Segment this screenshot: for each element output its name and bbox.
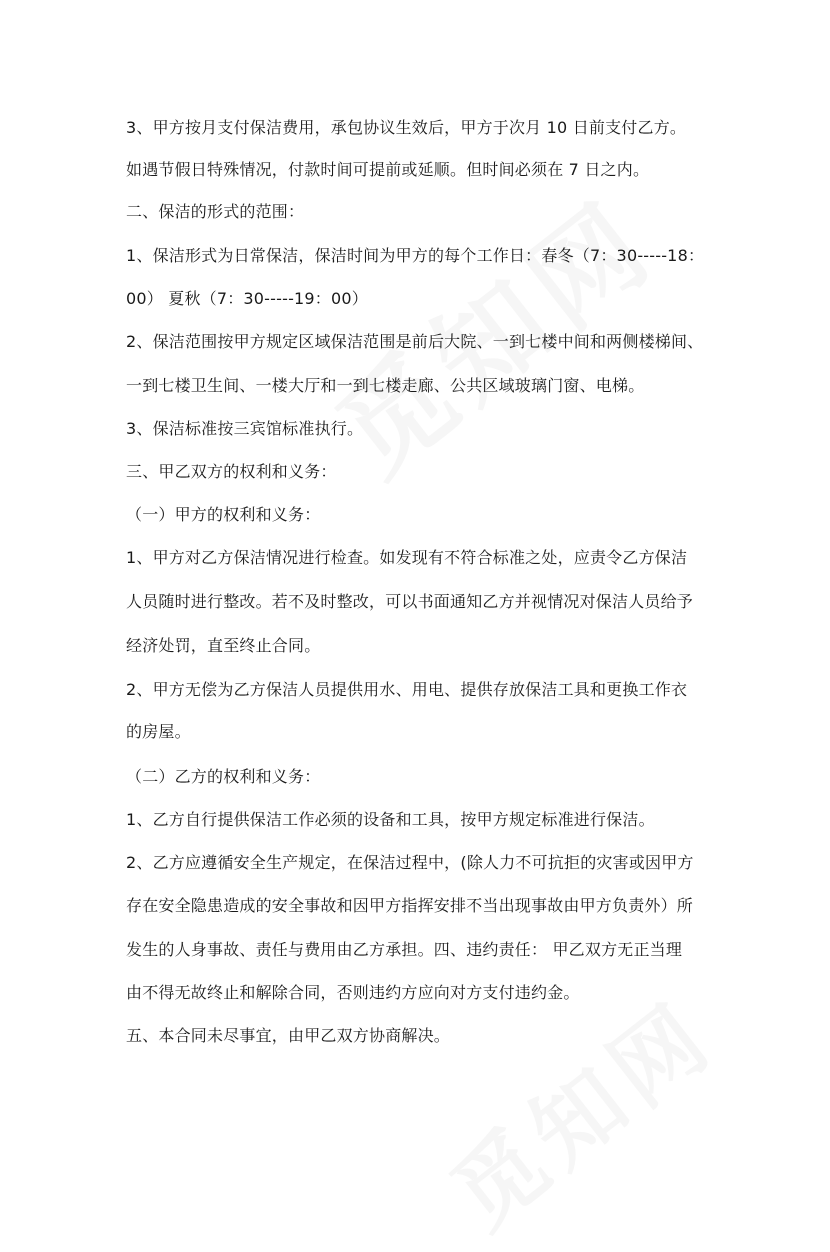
paragraph-line: 的房屋。: [126, 722, 191, 741]
paragraph-line: 1、甲方对乙方保洁情况进行检查。如发现有不符合标准之处，应责令乙方保洁: [126, 548, 688, 567]
paragraph-line: 2、保洁范围按甲方规定区域保洁范围是前后大院、一到七楼中间和两侧楼梯间、: [126, 332, 704, 351]
paragraph-line: 人员随时进行整改。若不及时整改，可以书面通知乙方并视情况对保洁人员给予: [126, 592, 694, 611]
paragraph-line: 由不得无故终止和解除合同，否则违约方应向对方支付违约金。: [126, 983, 580, 1002]
watermark-bottom: [420, 965, 736, 1252]
paragraph-line: 3、保洁标准按三宾馆标准执行。: [126, 419, 364, 438]
paragraph-line: 1、保洁形式为日常保洁，保洁时间为甲方的每个工作日：春冬（7：30-----18：: [126, 246, 705, 265]
subsection-heading: （二）乙方的权利和义务：: [126, 767, 321, 786]
paragraph-line: 00） 夏秋（7：30-----19：00）: [126, 289, 368, 308]
section-heading: 三、甲乙双方的权利和义务：: [126, 462, 337, 481]
paragraph-line: 如遇节假日特殊情况，付款时间可提前或延顺。但时间必须在 7 日之内。: [126, 160, 650, 179]
paragraph-line: 3、甲方按月支付保洁费用，承包协议生效后，甲方于次月 10 日前支付乙方。: [126, 118, 687, 137]
paragraph-line: 2、乙方应遵循安全生产规定，在保洁过程中，(除人力不可抗拒的灾害或因甲方: [126, 853, 694, 872]
section-heading: 五、本合同未尽事宜，由甲乙双方协商解决。: [126, 1026, 451, 1045]
paragraph-line: 一到七楼卫生间、一楼大厅和一到七楼走廊、公共区域玻璃门窗、电梯。: [126, 376, 645, 395]
paragraph-line: 2、甲方无偿为乙方保洁人员提供用水、用电、提供存放保洁工具和更换工作衣: [126, 680, 688, 699]
paragraph-line: 存在安全隐患造成的安全事故和因甲方指挥安排不当出现事故由甲方负责外）所: [126, 896, 694, 915]
paragraph-line: 经济处罚，直至终止合同。: [126, 636, 321, 655]
paragraph-line: 1、乙方自行提供保洁工作必须的设备和工具，按甲方规定标准进行保洁。: [126, 810, 655, 829]
section-heading: 二、保洁的形式的范围：: [126, 202, 305, 221]
subsection-heading: （一）甲方的权利和义务：: [126, 505, 321, 524]
paragraph-line: 发生的人身事故、责任与费用由乙方承担。四、违约责任： 甲乙双方无正当理: [126, 940, 683, 959]
